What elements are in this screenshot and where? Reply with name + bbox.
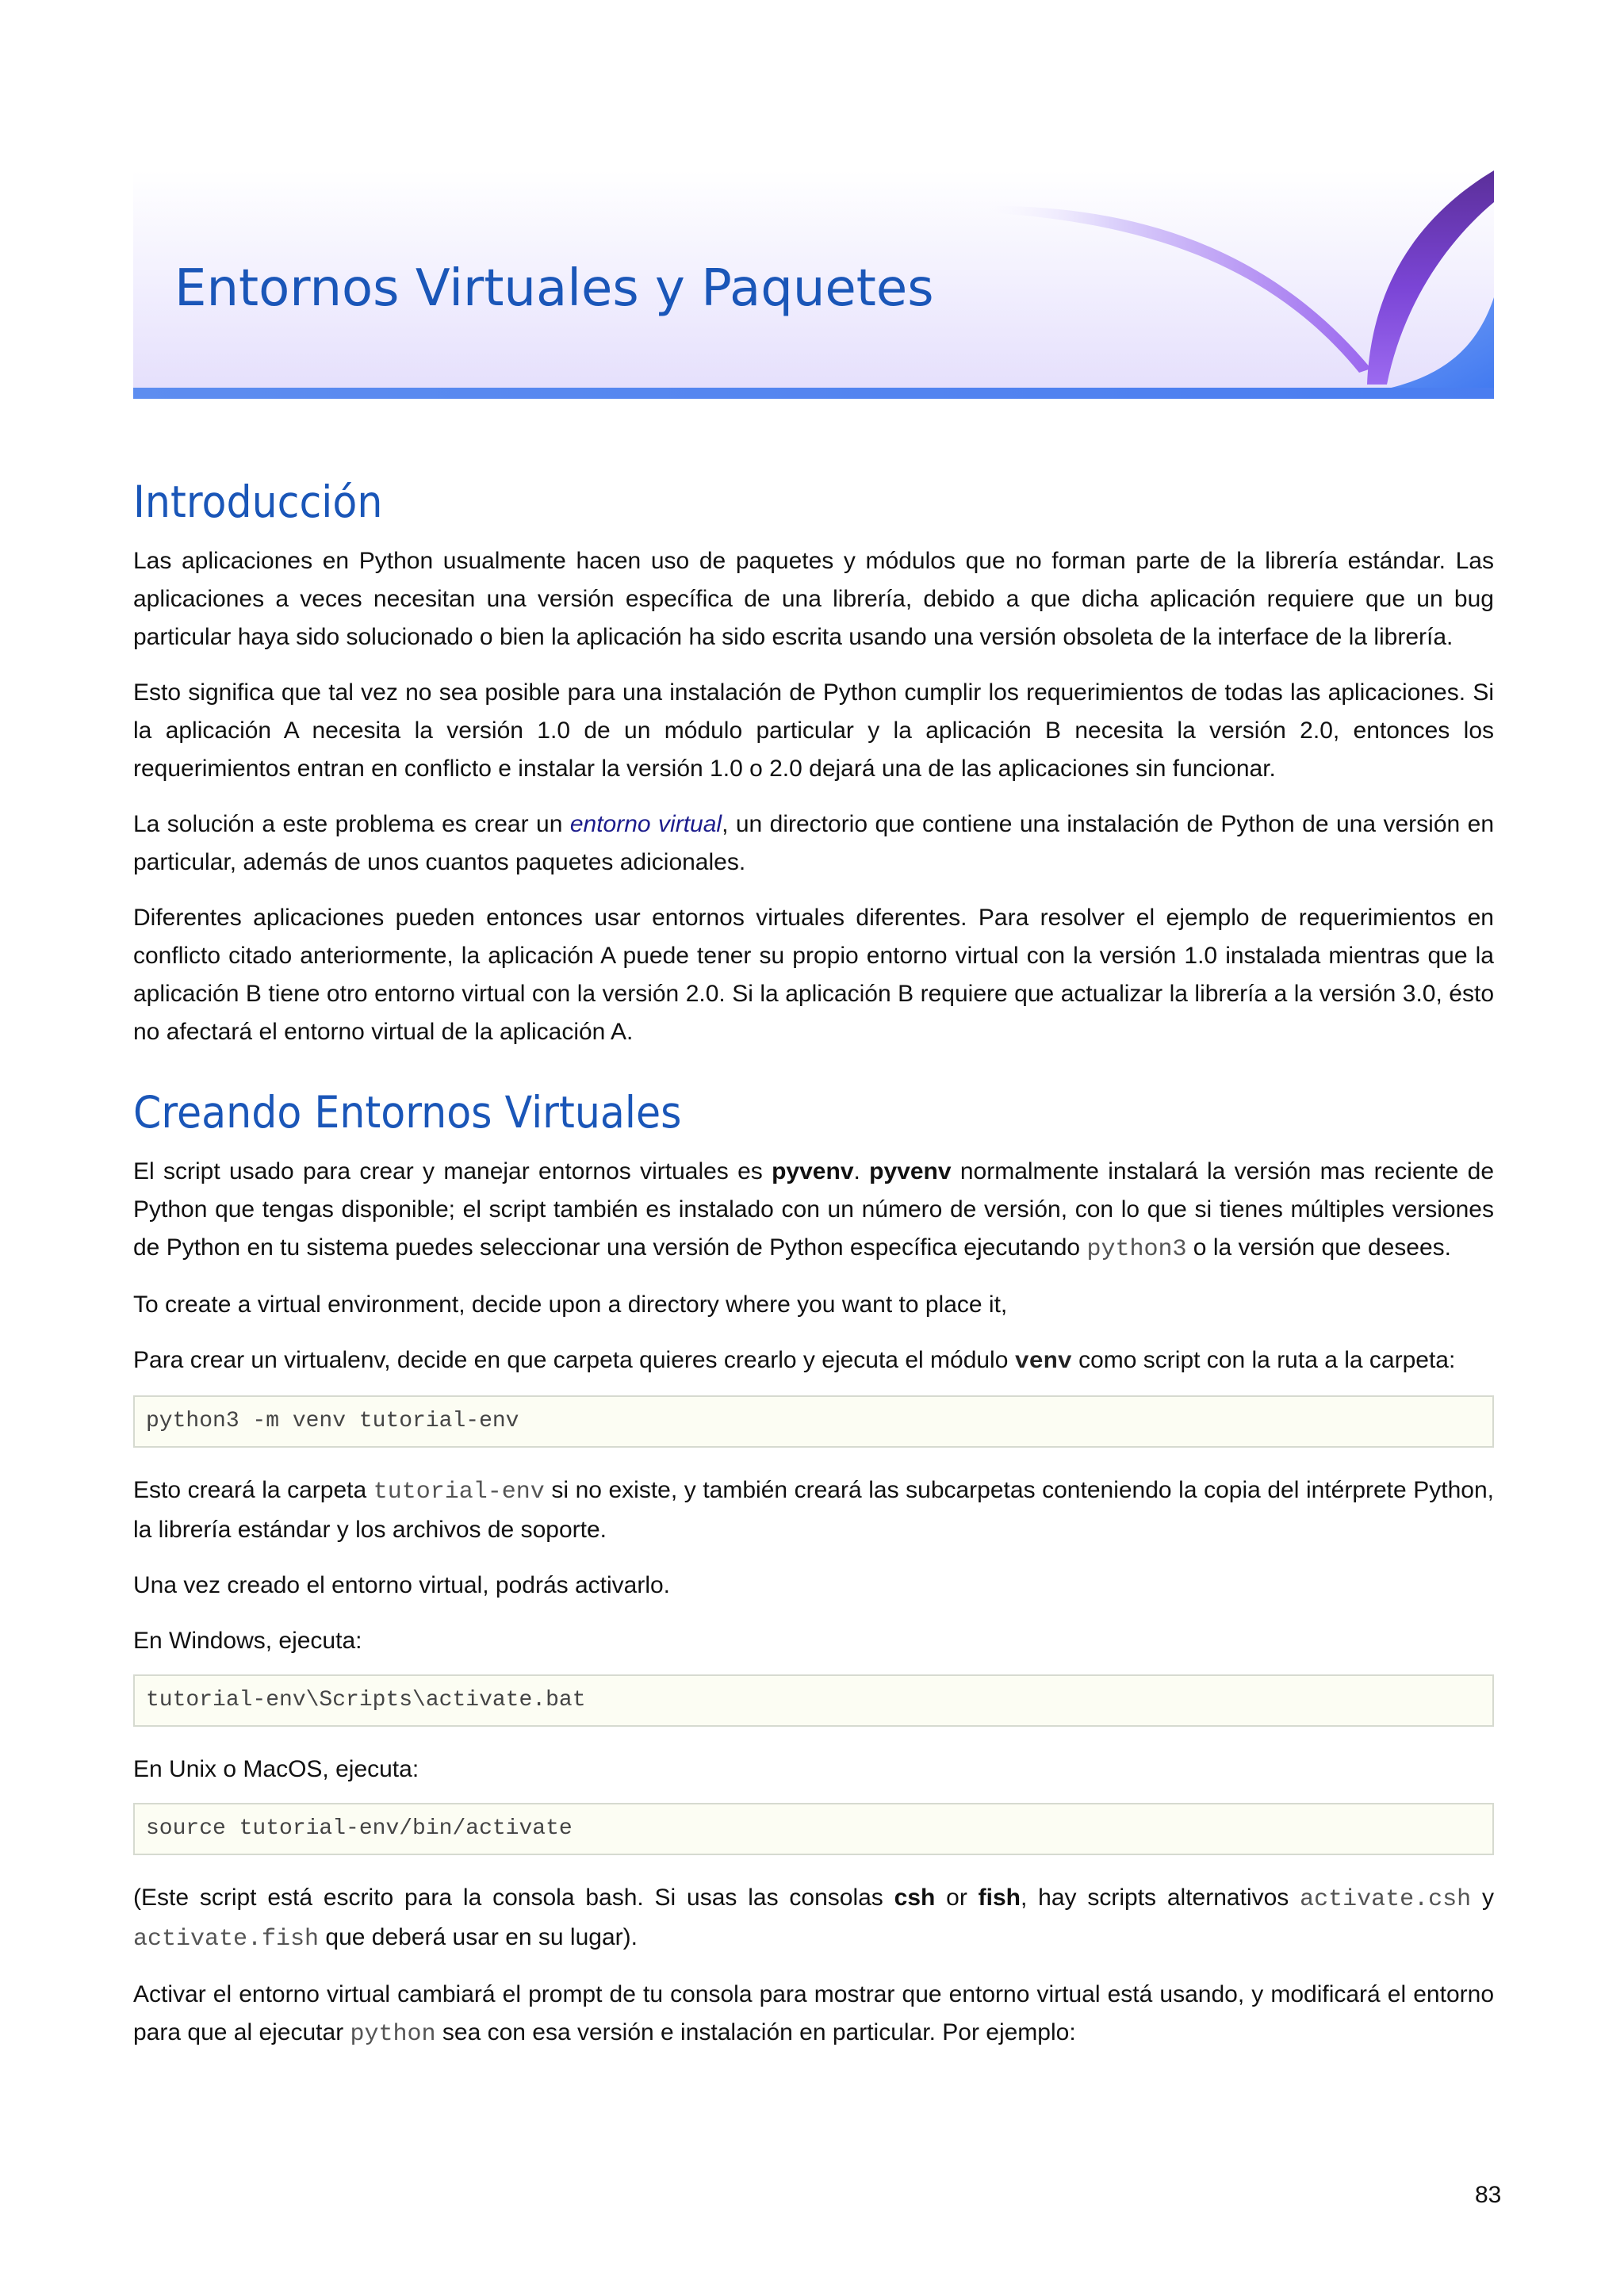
bold-term: pyvenv bbox=[869, 1158, 952, 1184]
entorno-virtual-link[interactable]: entorno virtual bbox=[569, 811, 722, 837]
creating-paragraph-5: Una vez creado el entorno virtual, podrás activarlo. bbox=[133, 1572, 671, 1598]
text-span: or bbox=[935, 1885, 979, 1911]
intro-paragraph-1: Las aplicaciones en Python usualmente hacen uso de paquetes y módulos que no forman parte de la librería estándar. Las aplicaciones a veces necesitan una versión específica de una librería, debido a que dicha aplicación requiere que un bug particular haya sido solucionado o bien la aplicación ha sido escrita usando una versión obsoleta de la interface de la librería. bbox=[133, 548, 1494, 650]
creating-paragraph-6: En Windows, ejecuta: bbox=[133, 1628, 362, 1654]
inline-code-bold: venv bbox=[1014, 1349, 1072, 1376]
text-span: (Este script está escrito para la consola bash. Si usas las consolas bbox=[133, 1885, 894, 1911]
text-span: , un directorio que contiene una instalación de Python de una versión en particular, además de unos cuantos paquetes adicionales. bbox=[133, 811, 1494, 875]
main-content bbox=[133, 476, 1494, 2071]
text-span: que deberá usar en su lugar). bbox=[319, 1924, 638, 1950]
chapter-banner bbox=[133, 170, 1494, 399]
creating-paragraph-8 bbox=[133, 1879, 1494, 1958]
text-span: Activar el entorno virtual cambiará el prompt de tu consola para mostrar que entorno virtual está usando, y modificará el entorno para que al ejecutar bbox=[133, 1981, 1494, 2045]
creating-paragraph-1 bbox=[133, 1153, 1494, 1269]
text-span: , hay scripts alternativos bbox=[1021, 1885, 1300, 1911]
intro-paragraph-3 bbox=[133, 806, 1494, 882]
text-span: La solución a este problema es crear un bbox=[133, 811, 570, 837]
intro-paragraph-2: Esto significa que tal vez no sea posible para una instalación de Python cumplir los requerimientos de todas las aplicaciones. Si la aplicación A necesita la versión 1.0 de un módulo particular y la aplicación B necesita la versión 2.0, entonces los requerimientos entran en conflicto e instalar la versión 1.0 o 2.0 dejará una de las aplicaciones sin funcionar. bbox=[133, 679, 1494, 782]
chapter-title: Entornos Virtuales y Paquetes bbox=[174, 259, 934, 318]
creating-paragraph-2: To create a virtual environment, decide upon a directory where you want to place it, bbox=[133, 1292, 1008, 1318]
bold-term: pyvenv bbox=[772, 1158, 854, 1184]
inline-code: python3 bbox=[1086, 1236, 1187, 1263]
code-block-windows-activate: tutorial-env\Scripts\activate.bat bbox=[133, 1674, 1494, 1727]
text-span: o la versión que desees. bbox=[1186, 1234, 1452, 1261]
bold-term: fish bbox=[978, 1885, 1021, 1911]
text-span: y bbox=[1471, 1885, 1494, 1911]
banner-swoosh-graphic bbox=[939, 170, 1494, 399]
text-span: Para crear un virtualenv, decide en que carpeta quieres crearlo y ejecuta el módulo bbox=[133, 1347, 1015, 1373]
inline-code: activate.fish bbox=[133, 1926, 320, 1953]
intro-paragraph-4: Diferentes aplicaciones pueden entonces usar entornos virtuales diferentes. Para resolver el ejemplo de requerimientos en conflicto citado anteriormente, la aplicación A puede tener su propio entorno virtual con la versión 1.0 instalada mientras que la aplicación B tiene otro entorno virtual con la versión 2.0. Si la aplicación B requiere que actualizar la librería a la versión 3.0, ésto no afectará el entorno virtual de la aplicación A. bbox=[133, 905, 1494, 1045]
text-span: El script usado para crear y manejar entornos virtuales es bbox=[133, 1158, 772, 1184]
bold-term: csh bbox=[894, 1885, 936, 1911]
text-span: . bbox=[853, 1158, 870, 1184]
section-heading-introduccion: Introducción bbox=[133, 476, 383, 527]
creating-paragraph-9 bbox=[133, 1976, 1494, 2053]
banner-underline bbox=[133, 388, 1494, 399]
text-span: sea con esa versión e instalación en particular. Por ejemplo: bbox=[435, 2019, 1076, 2045]
page-number: 83 bbox=[1475, 2182, 1502, 2208]
text-span: normalmente instalará la versión mas reciente de Python que tengas disponible; el script también es instalado con un número de versión, con lo que si tienes múltiples versiones de Python en tu sistema puedes seleccionar una versión de Python específica ejecutando bbox=[133, 1158, 1495, 1261]
creating-paragraph-7: En Unix o MacOS, ejecuta: bbox=[133, 1756, 419, 1782]
code-block-create-venv: python3 -m venv tutorial-env bbox=[133, 1395, 1494, 1448]
code-block-unix-activate: source tutorial-env/bin/activate bbox=[133, 1803, 1494, 1855]
text-span: si no existe, y también creará las subcarpetas conteniendo la copia del intérprete Python, la librería estándar y los archivos de soporte. bbox=[133, 1477, 1494, 1543]
section-heading-creando-entornos: Creando Entornos Virtuales bbox=[133, 1087, 682, 1138]
inline-code: tutorial-env bbox=[373, 1479, 545, 1506]
creating-paragraph-4 bbox=[133, 1471, 1494, 1549]
inline-code: activate.csh bbox=[1300, 1886, 1472, 1913]
creating-paragraph-3 bbox=[133, 1341, 1494, 1381]
text-span: Esto creará la carpeta bbox=[133, 1477, 373, 1503]
inline-code: python bbox=[350, 2021, 436, 2048]
text-span: como script con la ruta a la carpeta: bbox=[1071, 1347, 1456, 1373]
